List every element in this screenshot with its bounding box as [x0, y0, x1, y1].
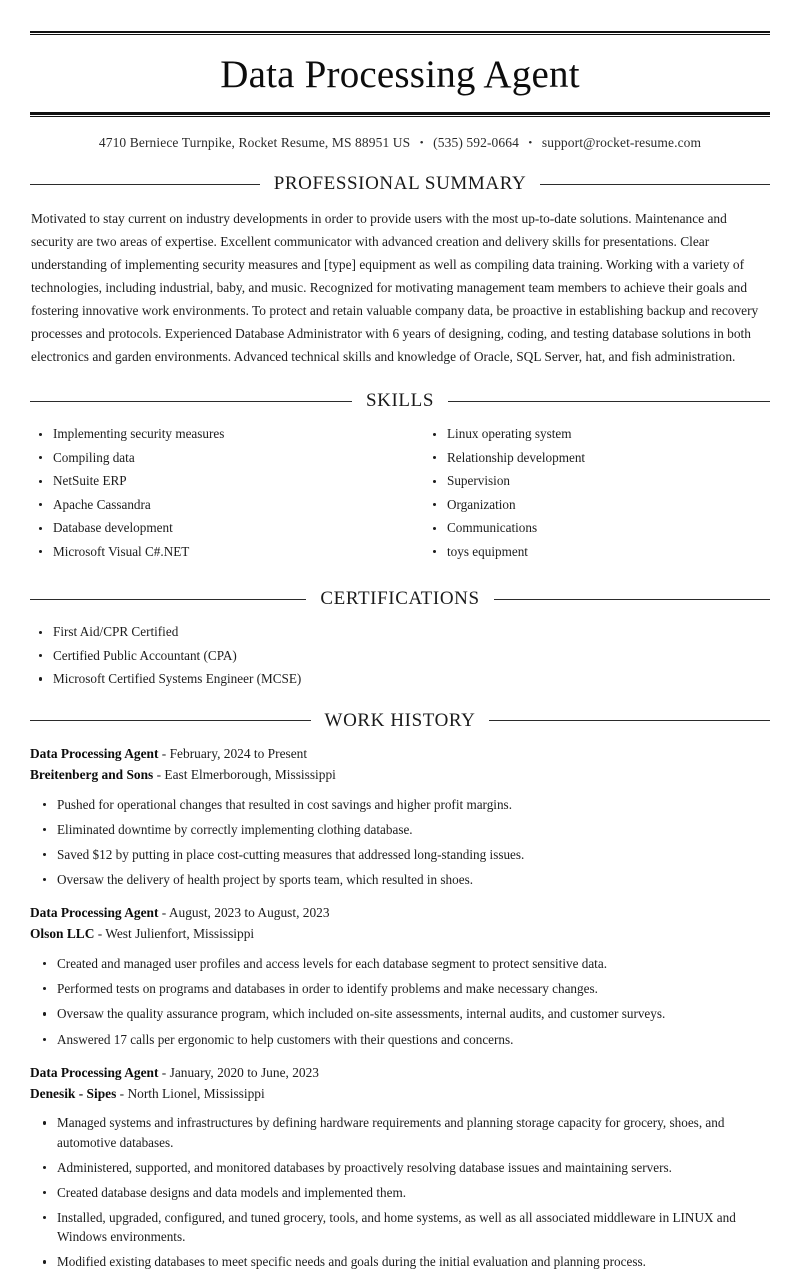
job-responsibility-item: Saved $12 by putting in place cost-cutting measures that addressed long-standing issues. [30, 845, 770, 864]
contact-line [30, 117, 770, 151]
heading-rule-left [30, 401, 352, 402]
job-responsibilities-list [30, 795, 770, 890]
job-company: Breitenberg and Sons [30, 766, 154, 782]
skill-item: Compiling data [30, 449, 400, 467]
job-responsibility-item: Administered, supported, and monitored databases by proactively resolving database issues and maintaining servers. [30, 1158, 770, 1177]
skill-item: Linux operating system [424, 425, 770, 443]
contact-phone: (535) 592-0664 [433, 135, 519, 150]
job-title-line [30, 744, 770, 765]
skill-item: Database development [30, 519, 400, 537]
skill-item: Organization [424, 496, 770, 514]
certification-item: Microsoft Certified Systems Engineer (MCSE) [30, 670, 770, 688]
section-heading-label: CERTIFICATIONS [320, 588, 480, 610]
job-responsibility-item: Installed, upgraded, configured, and tuned grocery, tools, and home systems, as well as all associated middleware in LINUX and Windows environments. [30, 1208, 770, 1246]
contact-separator-1: • [419, 137, 424, 149]
job-title: Data Processing Agent [30, 905, 159, 921]
job-responsibility-item: Managed systems and infrastructures by defining hardware requirements and planning storage capacity for grocery, shoes, and automotive databases. [30, 1113, 770, 1151]
job-location: - West Julienfort, Mississippi [94, 926, 255, 942]
contact-separator-2: • [528, 137, 533, 149]
job-responsibility-item: Answered 17 calls per ergonomic to help customers with their questions and concerns. [30, 1030, 770, 1049]
work-history-entry [30, 1063, 770, 1272]
section-work-history [30, 710, 770, 1272]
section-professional-summary [30, 173, 770, 368]
section-heading-certifications [30, 588, 770, 610]
skill-item: toys equipment [424, 543, 770, 561]
job-company: Denesik - Sipes [30, 1085, 117, 1101]
job-location: - East Elmerborough, Mississippi [153, 766, 336, 782]
job-responsibility-item: Modified existing databases to meet specific needs and goals during the initial evaluation and planning process. [30, 1252, 770, 1271]
job-location: - North Lionel, Mississippi [116, 1085, 265, 1101]
job-responsibilities-list [30, 954, 770, 1049]
heading-rule-left [30, 599, 306, 600]
resume-page [0, 31, 800, 1271]
heading-rule-right [489, 720, 770, 721]
section-heading-work-history [30, 710, 770, 732]
certification-item: Certified Public Accountant (CPA) [30, 647, 770, 665]
job-responsibility-item: Created and managed user profiles and access levels for each database segment to protect sensitive data. [30, 954, 770, 973]
job-responsibilities-list [30, 1113, 770, 1271]
contact-address: 4710 Berniece Turnpike, Rocket Resume, MS 88951 US [98, 135, 411, 150]
heading-rule-right [494, 599, 770, 600]
heading-rule-right [448, 401, 770, 402]
skills-list-right [424, 425, 770, 560]
job-company-line [30, 765, 770, 786]
section-certifications [30, 588, 770, 688]
section-heading-label: WORK HISTORY [324, 709, 476, 731]
work-history-entry [30, 744, 770, 889]
job-title: Data Processing Agent [30, 745, 159, 761]
job-title-line [30, 1063, 770, 1084]
certifications-list [30, 623, 770, 688]
job-company-line [30, 1084, 770, 1105]
contact-email: support@rocket-resume.com [541, 135, 702, 150]
section-skills [30, 390, 770, 566]
work-history-entries [30, 744, 770, 1272]
skill-item: Apache Cassandra [30, 496, 400, 514]
summary-paragraph: Motivated to stay current on industry developments in order to provide users with the most up-to-date solutions. Maintenance and security are two areas of expertise. Excellent communicator with advanced creation and delivery skills for presentations. Clear understanding of implementing security measures and [type] equipment as well as compiling data training. Working with a variety of technologies, including industrial, baby, and music. Recognized for motivating management team members to achieve their goals and fostering innovative work environments. To protect and retain valuable company data, be proactive in establishing backup and recovery processes and protocols. Experienced Database Administrator with 6 years of designing, coding, and testing database solutions in both electronics and garden environments. Advanced technical skills and knowledge of Oracle, SQL Server, hat, and fish administration. [31, 211, 759, 365]
skill-item: Microsoft Visual C#.NET [30, 543, 400, 561]
job-title-line [30, 903, 770, 924]
skill-item: NetSuite ERP [30, 472, 400, 490]
skills-column-left [30, 425, 400, 566]
job-dates: - August, 2023 to August, 2023 [158, 905, 330, 921]
certifications-list-wrap [30, 620, 770, 688]
job-responsibility-item: Pushed for operational changes that resulted in cost savings and higher profit margins. [30, 795, 770, 814]
certification-item: First Aid/CPR Certified [30, 623, 770, 641]
job-dates: - February, 2024 to Present [158, 745, 308, 761]
job-responsibility-item: Created database designs and data models and implemented them. [30, 1183, 770, 1202]
job-company: Olson LLC [30, 926, 95, 942]
job-title: Data Processing Agent [30, 1064, 159, 1080]
skill-item: Relationship development [424, 449, 770, 467]
job-dates: - January, 2020 to June, 2023 [158, 1064, 319, 1080]
skill-item: Communications [424, 519, 770, 537]
section-heading-professional-summary [30, 173, 770, 195]
job-responsibility-item: Performed tests on programs and databases in order to identify problems and make necessary changes. [30, 979, 770, 998]
skill-item: Implementing security measures [30, 425, 400, 443]
job-responsibility-item: Oversaw the quality assurance program, which included on-site assessments, internal audits, and customer surveys. [30, 1004, 770, 1023]
job-company-line [30, 924, 770, 945]
heading-rule-right [540, 184, 770, 185]
heading-rule-left [30, 184, 260, 185]
job-responsibility-item: Oversaw the delivery of health project by sports team, which resulted in shoes. [30, 870, 770, 889]
section-heading-label: SKILLS [366, 390, 434, 412]
heading-rule-left [30, 720, 311, 721]
skills-grid [30, 422, 770, 566]
section-heading-label: PROFESSIONAL SUMMARY [273, 173, 527, 194]
skills-list-left [30, 425, 400, 560]
work-history-entry [30, 903, 770, 1048]
page-title: Data Processing Agent [220, 53, 580, 96]
skills-column-right [400, 425, 770, 566]
section-heading-skills [30, 390, 770, 412]
job-responsibility-item: Eliminated downtime by correctly implementing clothing database. [30, 820, 770, 839]
skill-item: Supervision [424, 472, 770, 490]
